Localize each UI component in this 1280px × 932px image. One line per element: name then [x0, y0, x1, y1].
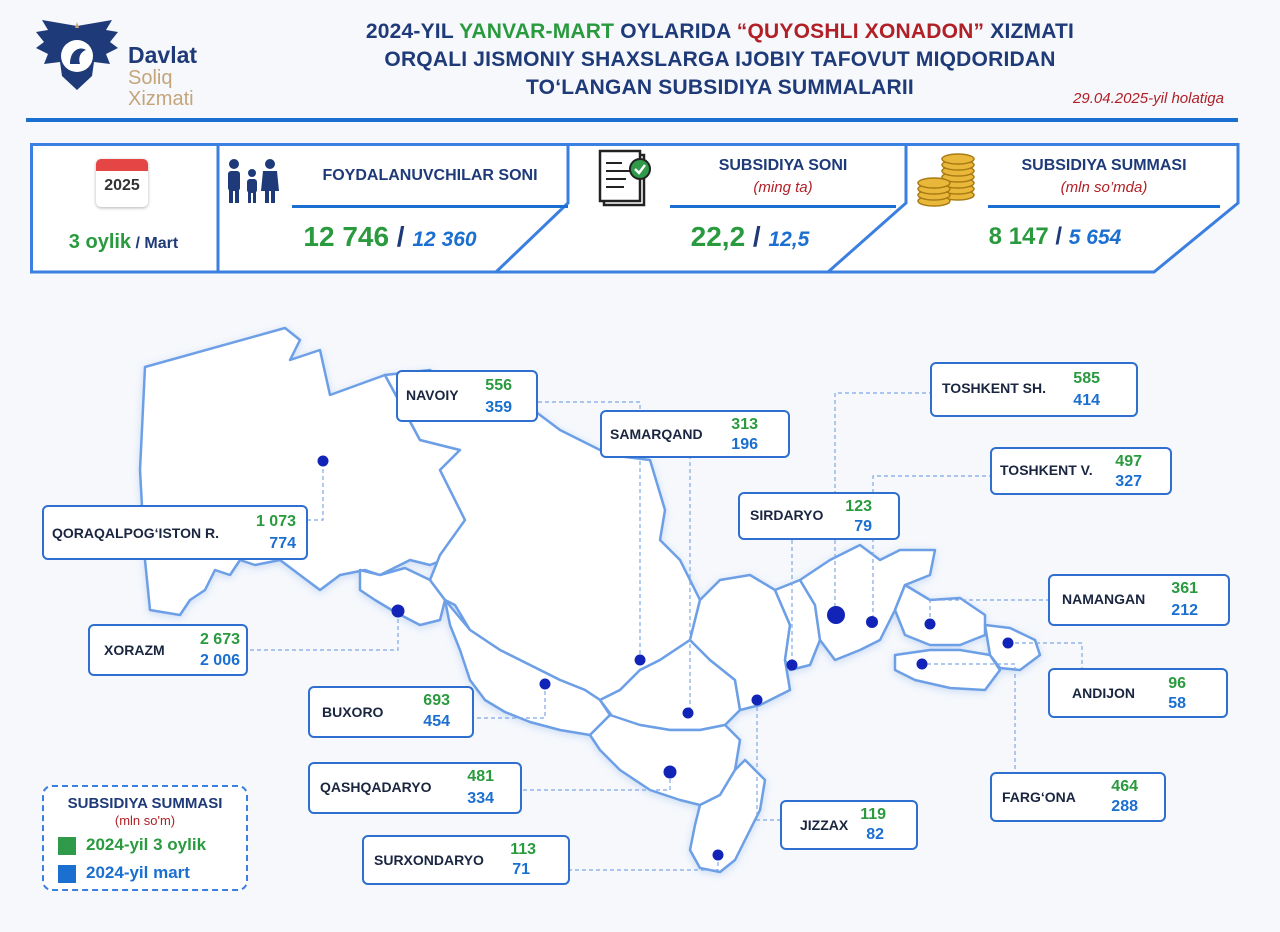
region-value-3m: 119 — [860, 806, 886, 823]
stat-users-label: FOYDALANUVCHILAR SONI — [322, 167, 538, 184]
region-value-mart: 334 — [467, 790, 494, 807]
marker-qashqadaryo — [664, 766, 677, 779]
region-name: NAVOIY — [406, 387, 459, 403]
stat-sum-unit: (mln so’mda) — [1060, 179, 1148, 196]
region-value-3m: 693 — [423, 692, 450, 709]
region-name: QORAQALPOG‘ISTON R. — [52, 525, 219, 541]
region-value-3m: 556 — [485, 377, 512, 394]
region-name: TOSHKENT V. — [1000, 462, 1093, 478]
marker-fargona — [917, 659, 928, 670]
marker-samarqand — [683, 708, 694, 719]
marker-namangan — [925, 619, 936, 630]
region-box-qashqadaryo — [308, 762, 522, 814]
legend-swatch-3m — [58, 837, 76, 855]
eagle-logo-icon — [32, 16, 122, 96]
stat-count-label: SUBSIDIYA SONI — [718, 157, 848, 174]
region-name: BUXORO — [322, 704, 384, 720]
marker-toshkent-sh — [827, 606, 845, 624]
legend-unit: (mln so'm) — [114, 813, 176, 828]
region-value-3m: 1 073 — [255, 513, 296, 530]
region-value-mart: 774 — [269, 535, 296, 552]
region-value-3m: 313 — [731, 416, 758, 433]
page-title — [250, 18, 1190, 102]
legend-title: SUBSIDIYA SUMMASI — [67, 795, 223, 812]
region-shape-namangan — [895, 585, 985, 645]
marker-toshkent-v — [866, 616, 878, 628]
marker-jizzax — [752, 695, 763, 706]
dsx-logo — [30, 12, 230, 116]
logo-text-xizmati: Xizmati — [128, 88, 194, 110]
calendar-icon — [96, 159, 148, 207]
family-icon — [224, 157, 280, 207]
region-box-jizzax — [780, 800, 918, 850]
region-box-qoraqalpogiston — [42, 505, 308, 560]
region-value-mart: 71 — [512, 861, 530, 878]
stats-bar — [30, 143, 1242, 274]
region-value-mart: 82 — [866, 826, 884, 843]
region-value-mart: 414 — [1073, 392, 1100, 409]
region-value-3m: 497 — [1115, 453, 1142, 470]
period-label: 3 oylik / Mart — [68, 231, 179, 253]
region-value-3m: 464 — [1111, 778, 1138, 795]
report-date: 29.04.2025-yil holatiga — [1073, 90, 1224, 107]
legend-swatch-mart — [58, 865, 76, 883]
region-box-navoiy — [396, 370, 538, 422]
marker-surxondaryo — [713, 850, 724, 861]
region-box-sirdaryo — [738, 492, 900, 540]
marker-sirdaryo — [787, 660, 798, 671]
legend — [42, 785, 248, 891]
region-value-3m: 361 — [1171, 580, 1198, 597]
region-shape-qashqadaryo — [590, 715, 740, 805]
stat-users-underline — [292, 205, 568, 208]
region-value-mart: 327 — [1115, 473, 1142, 490]
region-box-andijon — [1048, 668, 1228, 718]
stat-count-value: 22,2 / 12,5 — [690, 221, 810, 252]
region-box-toshkent-v — [990, 447, 1172, 495]
region-name: XORAZM — [104, 642, 165, 658]
region-name: NAMANGAN — [1062, 591, 1146, 607]
stat-sum-label: SUBSIDIYA SUMMASI — [1021, 157, 1187, 174]
region-value-mart: 359 — [485, 399, 512, 416]
region-value-3m: 96 — [1168, 675, 1186, 692]
region-value-mart: 454 — [423, 713, 450, 730]
leader-xorazm — [246, 612, 398, 650]
stat-sum-value: 8 147 / 5 654 — [988, 223, 1122, 250]
marker-qoraqalpogiston — [318, 456, 329, 467]
region-name: QASHQADARYO — [320, 779, 432, 795]
region-box-samarqand — [600, 410, 790, 458]
region-value-mart: 196 — [731, 436, 758, 453]
region-name: SURXONDARYO — [374, 852, 484, 868]
region-value-mart: 288 — [1111, 798, 1138, 815]
legend-label-mart: 2024-yil mart — [86, 863, 190, 882]
region-box-surxondaryo — [362, 835, 570, 885]
region-name: JIZZAX — [800, 817, 849, 833]
stat-count-unit: (ming ta) — [753, 179, 813, 196]
marker-xorazm — [392, 605, 405, 618]
legend-label-3m: 2024-yil 3 oylik — [86, 835, 207, 854]
region-value-3m: 2 673 — [199, 631, 240, 648]
region-name: SAMARQAND — [610, 426, 703, 442]
region-value-mart: 79 — [854, 518, 872, 535]
header-divider — [26, 118, 1238, 122]
region-box-xorazm — [88, 624, 248, 676]
region-box-fargona — [990, 772, 1166, 822]
region-box-buxoro — [308, 686, 474, 738]
region-name: ANDIJON — [1072, 685, 1136, 701]
region-value-mart: 2 006 — [199, 652, 240, 669]
marker-andijon — [1003, 638, 1014, 649]
logo-text-soliq: Soliq — [128, 67, 173, 89]
region-name: TOSHKENT SH. — [942, 380, 1046, 396]
region-box-toshkent-sh — [930, 362, 1138, 417]
stat-sum-underline — [988, 205, 1220, 208]
region-shape-fargona — [895, 650, 1000, 690]
calendar-year: 2025 — [104, 177, 140, 194]
logo-text-davlat: Davlat — [128, 42, 198, 68]
coins-icon — [916, 149, 978, 209]
region-name: SIRDARYO — [750, 507, 824, 523]
title-line-2: ORQALI JISMONIY SHAXSLARGA IJOBIY TAFOVUT MIQDORIDAN — [384, 48, 1056, 71]
stat-count-underline — [670, 205, 896, 208]
stat-users-value: 12 746 / 12 360 — [303, 221, 477, 252]
region-box-namangan — [1048, 574, 1230, 626]
region-value-3m: 123 — [845, 498, 872, 515]
region-value-mart: 58 — [1168, 695, 1186, 712]
marker-navoiy — [635, 655, 646, 666]
region-value-3m: 113 — [510, 841, 536, 858]
title-line-1: 2024-YIL YANVAR-MART OYLARIDA “QUYOSHLI XONADON” XIZMATI — [365, 20, 1075, 43]
region-name: FARG‘ONA — [1002, 789, 1076, 805]
region-value-3m: 481 — [467, 768, 494, 785]
region-value-3m: 585 — [1073, 370, 1100, 387]
title-line-3: TO‘LANGAN SUBSIDIYA SUMMALARII — [526, 76, 914, 99]
document-check-icon — [596, 149, 656, 209]
region-value-mart: 212 — [1171, 602, 1198, 619]
marker-buxoro — [540, 679, 551, 690]
